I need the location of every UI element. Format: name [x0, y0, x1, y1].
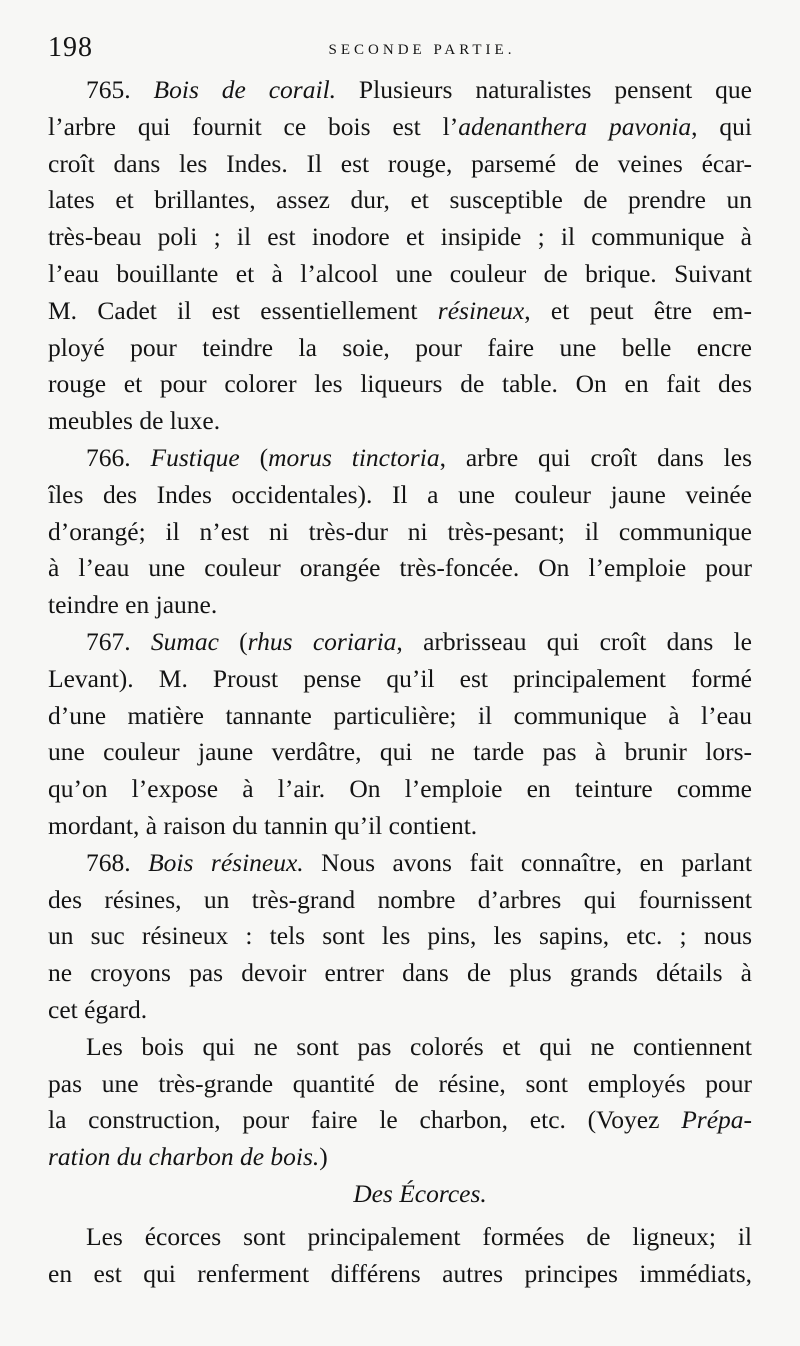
text-run: 766.	[86, 442, 151, 472]
text-run: )	[319, 1142, 328, 1172]
text-run: Les bois qui ne sont pas colorés et qui ne contiennent	[86, 1031, 752, 1061]
text-line	[48, 182, 752, 219]
text-run: 767.	[86, 626, 151, 656]
text-run: 768.	[86, 847, 149, 877]
text-line	[48, 624, 752, 661]
text-line	[48, 992, 752, 1029]
text-line	[48, 955, 752, 992]
text-run: , qui	[691, 111, 752, 141]
text-line	[48, 550, 752, 587]
text-line	[48, 256, 752, 293]
text-run: , arbre qui croît dans les	[439, 442, 752, 472]
text-line	[48, 1219, 752, 1256]
text-run: la construction, pour faire le charbon, etc. (Voyez	[48, 1105, 682, 1135]
text-run: cet égard.	[48, 994, 148, 1024]
italic-run: Bois de corail.	[153, 75, 337, 104]
text-line	[48, 1066, 752, 1103]
italic-run: Sumac	[150, 626, 219, 656]
text-run: M. Cadet il est essentiellement	[48, 295, 438, 325]
text-run: , et peut être em-	[524, 295, 752, 325]
text-run: ne croyons pas devoir entrer dans de plus grands détails à	[48, 958, 752, 988]
text-run: un suc résineux : tels sont les pins, les sapins, etc. ; nous	[48, 921, 752, 951]
italic-run: résineux	[437, 295, 525, 325]
page-header	[44, 30, 760, 70]
text-line	[48, 1029, 752, 1066]
text-run: 765.	[86, 75, 154, 104]
text-run: Nous avons fait connaître, en parlant	[303, 847, 752, 877]
italic-run: Fustique	[150, 442, 240, 472]
running-head: SECONDE PARTIE.	[328, 42, 516, 58]
text-run: très-beau poli ; il est inodore et insipide ; il communique à	[48, 222, 752, 252]
text-run: en est qui renferment différens autres principes immédiats,	[48, 1258, 752, 1288]
text-line	[48, 918, 752, 955]
text-run: îles des Indes occidentales). Il a une couleur jaune veinée	[48, 479, 752, 509]
text-run: Plusieurs naturalistes pensent que	[336, 75, 752, 104]
text-run: croît dans les Indes. Il est rouge, parsemé de veines écar-	[48, 148, 752, 178]
section-heading	[48, 1176, 752, 1213]
text-line	[48, 882, 752, 919]
text-run: (	[218, 626, 248, 656]
text-line	[48, 845, 752, 882]
italic-run: Bois résineux.	[148, 847, 304, 877]
italic-run: Des Écorces.	[353, 1178, 487, 1208]
text-run: l’eau bouillante et à l’alcool une couleur de brique. Suivant	[48, 258, 752, 288]
italic-run: adenanthera pavonia	[458, 111, 692, 141]
text-run: des résines, un très-grand nombre d’arbres qui fournissent	[48, 884, 752, 914]
text-line	[48, 1256, 752, 1293]
text-line	[48, 146, 752, 183]
text-run: Levant). M. Proust pense qu’il est principalement formé	[48, 663, 752, 693]
text-line	[48, 366, 752, 403]
text-line	[48, 477, 752, 514]
text-line	[48, 440, 752, 477]
text-line	[48, 698, 752, 735]
italic-run: ration du charbon de bois.	[48, 1142, 320, 1172]
text-run: (	[239, 442, 269, 472]
text-line	[48, 330, 752, 367]
text-run: lates et brillantes, assez dur, et susceptible de prendre un	[48, 185, 752, 215]
text-line	[48, 1102, 752, 1139]
text-run: meubles de luxe.	[48, 406, 221, 436]
text-line	[48, 1139, 752, 1176]
text-run: d’orangé; il n’est ni très-dur ni très-pesant; il communique	[48, 516, 752, 546]
text-run: rouge et pour colorer les liqueurs de table. On en fait des	[48, 369, 752, 399]
text-run: Les écorces sont principalement formées de ligneux; il	[86, 1221, 752, 1251]
text-run: pas une très-grande quantité de résine, sont employés pour	[48, 1068, 752, 1098]
text-line	[48, 403, 752, 440]
text-line	[48, 293, 752, 330]
text-run: teindre en jaune.	[48, 590, 218, 620]
text-line	[48, 72, 752, 109]
text-run: d’une matière tannante particulière; il communique à l’eau	[48, 700, 752, 730]
text-line	[48, 661, 752, 698]
text-line	[48, 808, 752, 845]
text-line	[48, 587, 752, 624]
text-run: ployé pour teindre la soie, pour faire une belle encre	[48, 332, 752, 362]
text-line	[48, 734, 752, 771]
italic-run: Prépa-	[681, 1105, 752, 1135]
text-run: l’arbre qui fournit ce bois est l’	[48, 111, 459, 141]
text-line	[48, 771, 752, 808]
page-number: 198	[48, 32, 93, 63]
text-run: à l’eau une couleur orangée très-foncée. On l’emploie pour	[48, 553, 752, 583]
text-line	[48, 219, 752, 256]
text-line	[48, 109, 752, 146]
text-run: , arbrisseau qui croît dans le	[396, 626, 752, 656]
italic-run: morus tinctoria	[268, 442, 440, 472]
body-text	[48, 72, 752, 1292]
text-run: une couleur jaune verdâtre, qui ne tarde pas à brunir lors-	[48, 737, 752, 767]
text-run: mordant, à raison du tannin qu’il contient.	[48, 810, 478, 840]
italic-run: rhus coriaria	[247, 626, 397, 656]
text-run: qu’on l’expose à l’air. On l’emploie en teinture comme	[48, 774, 752, 804]
text-line	[48, 514, 752, 551]
